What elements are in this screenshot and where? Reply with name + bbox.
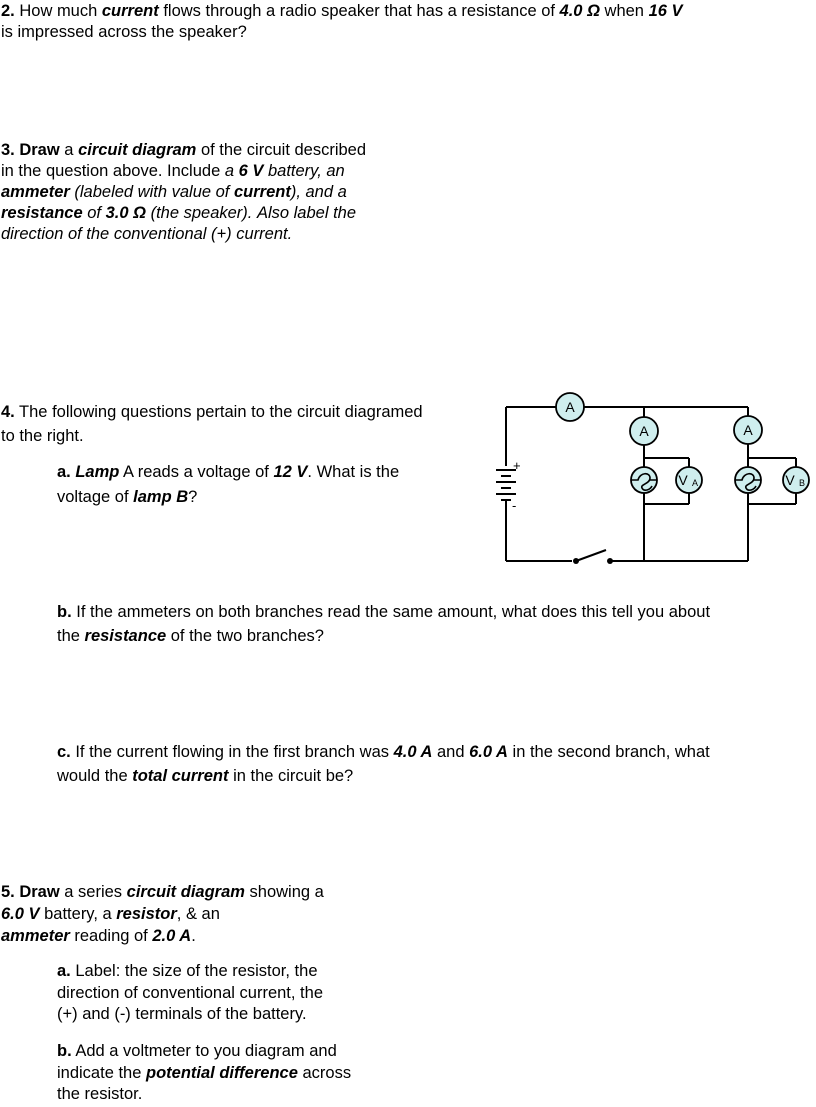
q4c-text: in the second branch, what <box>507 743 710 761</box>
q4a-text: . What is the <box>307 463 400 481</box>
q4c-current-1: 4.0 A <box>393 743 433 761</box>
q5-text: reading of <box>69 927 153 945</box>
q4b-letter: b. <box>57 603 72 621</box>
voltmeter-b-icon <box>783 467 809 493</box>
q5-reading: 2.0 A <box>152 927 192 945</box>
q3-text: ), and a <box>290 183 347 201</box>
q5-draw: Draw <box>14 883 60 901</box>
question-5a <box>57 961 417 1026</box>
q3-text: of <box>82 204 106 222</box>
voltmeter-a-subscript: A <box>691 478 699 488</box>
q2-current: current <box>101 2 159 20</box>
q2-text: when <box>599 2 649 20</box>
q3-text: of the circuit described <box>196 141 367 159</box>
q5-text: a series <box>59 883 127 901</box>
q4a-letter: a. <box>57 463 71 481</box>
q2-text-line2: is impressed across the speaker? <box>1 23 247 41</box>
q3-draw: Draw <box>14 141 60 159</box>
q3-resistance: resistance <box>1 204 83 222</box>
q3-text: (the speaker). Also label the <box>145 204 357 222</box>
q5a-text: Label: the size of the resistor, the <box>70 962 318 980</box>
question-4 <box>1 400 471 448</box>
q4b-resistance: resistance <box>84 627 167 645</box>
q3-resistance-value: 3.0 Ω <box>105 204 146 222</box>
q4a-lamp-b: lamp B <box>133 488 189 506</box>
q4a-lamp: Lamp <box>70 463 120 481</box>
question-3 <box>1 140 421 245</box>
voltmeter-b-subscript: B <box>798 478 806 488</box>
q4a-text: ? <box>188 488 198 506</box>
parallel-circuit-diagram <box>480 388 816 578</box>
q4-text-line2: to the right. <box>1 427 84 445</box>
q3-battery-value: 6 V <box>238 162 264 180</box>
question-4a <box>57 460 457 510</box>
q4c-text: If the current flowing in the first branch was <box>70 743 394 761</box>
ammeter-main-icon <box>556 393 584 421</box>
lamp-b-icon <box>735 467 761 493</box>
q5-number: 5. <box>1 883 15 901</box>
q3-ammeter: ammeter <box>1 183 70 201</box>
q3-current: current <box>233 183 291 201</box>
q3-text: battery, an <box>263 162 345 180</box>
q5b-letter: b. <box>57 1042 72 1060</box>
q5a-letter: a. <box>57 962 71 980</box>
q2-number: 2. <box>1 2 15 20</box>
lamp-a-icon <box>631 467 657 493</box>
q3-text: in the question above. Include <box>1 162 225 180</box>
switch-icon <box>573 550 613 564</box>
q5-ammeter: ammeter <box>1 927 70 945</box>
q4b-text: of the two branches? <box>166 627 324 645</box>
q4c-letter: c. <box>57 743 71 761</box>
q4c-current-2: 6.0 A <box>469 743 508 761</box>
question-5b <box>57 1041 417 1106</box>
ammeter-branch-2-icon <box>734 416 762 444</box>
question-4b <box>57 600 797 648</box>
q3-text: a <box>224 162 239 180</box>
q4-number: 4. <box>1 403 15 421</box>
voltmeter-a-label: V <box>678 472 688 488</box>
battery-plus-label: + <box>513 458 521 473</box>
q3-number: 3. <box>1 141 15 159</box>
q2-text: How much <box>14 2 102 20</box>
q5-text: . <box>191 927 196 945</box>
q2-text: flows through a radio speaker that has a resistance of <box>158 2 560 20</box>
q4a-text: voltage of <box>57 488 134 506</box>
q5b-text: across <box>297 1063 352 1082</box>
q5-text: battery, a <box>39 905 117 923</box>
q5-text: showing a <box>244 883 324 901</box>
q5b-potential-difference: potential difference <box>145 1063 298 1082</box>
q4c-text: and <box>432 743 470 761</box>
q5b-text: Add a voltmeter to you diagram and <box>71 1042 337 1060</box>
voltmeter-a-icon <box>676 467 702 493</box>
ammeter-branch-1-label: A <box>639 423 649 439</box>
q4b-text: the <box>57 627 85 645</box>
q3-text: (labeled with value of <box>69 183 234 201</box>
q4a-text: A reads a voltage of <box>119 463 274 481</box>
voltmeter-b-label: V <box>785 472 795 488</box>
q3-text-line5: direction of the conventional (+) current. <box>1 225 293 243</box>
q4b-text: If the ammeters on both branches read the same amount, what does this tell you about <box>71 603 711 621</box>
q2-resistance: 4.0 Ω <box>559 2 600 20</box>
q2-voltage: 16 V <box>648 2 683 20</box>
q5-resistor: resistor <box>116 905 177 923</box>
q5a-text-line2: direction of conventional current, the <box>57 983 323 1002</box>
q5b-text: indicate the <box>57 1063 146 1082</box>
question-5 <box>1 881 401 947</box>
q5-text: , & an <box>176 905 220 923</box>
q3-text: a <box>59 141 79 159</box>
q4-text: The following questions pertain to the circuit diagramed <box>14 403 423 421</box>
q4c-total-current: total current <box>132 767 229 785</box>
q5b-text-line3: the resistor. <box>57 1085 143 1103</box>
q4c-text: in the circuit be? <box>228 767 354 785</box>
q4a-voltage: 12 V <box>273 463 308 481</box>
q5-battery-value: 6.0 V <box>1 905 40 923</box>
battery-minus-label: - <box>512 498 517 513</box>
q4c-text: would the <box>57 767 133 785</box>
q5a-text-line3: (+) and (-) terminals of the battery. <box>57 1005 307 1023</box>
q5-circuit-diagram: circuit diagram <box>126 883 245 901</box>
ammeter-branch-1-icon <box>630 417 658 445</box>
ammeter-main-label: A <box>565 399 575 415</box>
ammeter-branch-2-label: A <box>743 422 753 438</box>
question-2 <box>1 1 801 43</box>
battery-icon <box>496 470 516 500</box>
question-4c <box>57 740 797 788</box>
q3-circuit-diagram: circuit diagram <box>78 141 197 159</box>
